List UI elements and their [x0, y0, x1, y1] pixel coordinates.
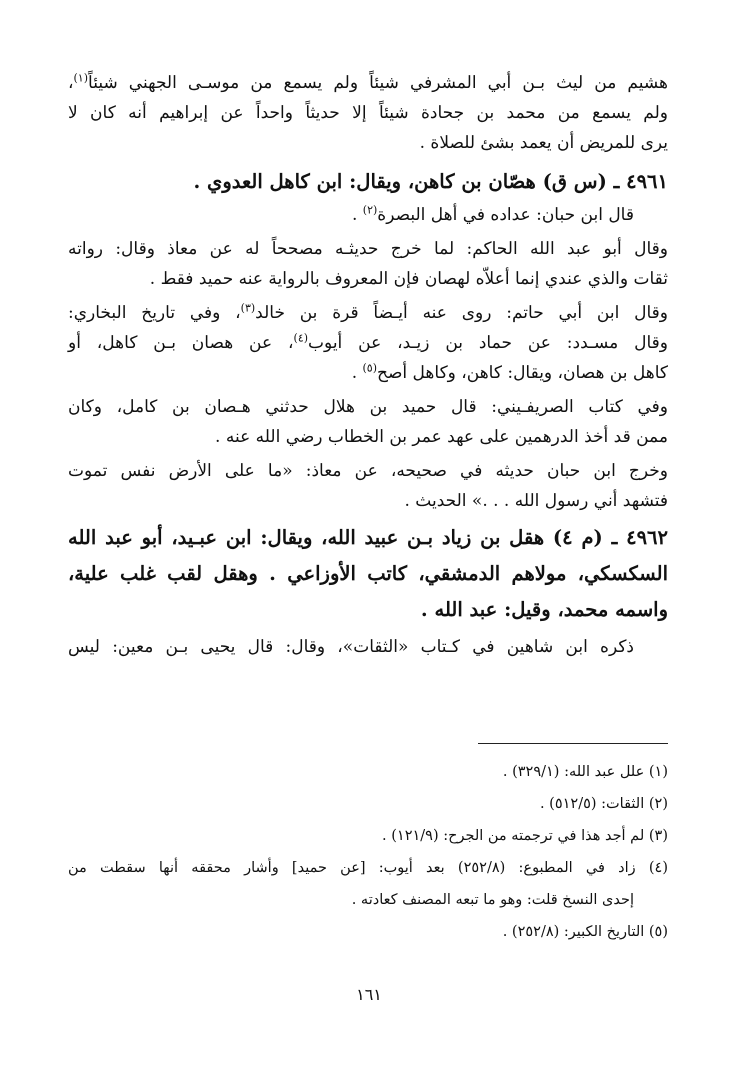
footnote-4: (٤) زاد في المطبوع: (٢٥٢/٨) بعد أيوب: [عن حميد] وأشار محققه أنها سقطت من — [68, 860, 668, 876]
footnotes — [68, 756, 668, 948]
footnote-2: (٢) الثقات: (٥١٢/٥) . — [539, 796, 668, 812]
body-line: قال ابن حبان: عداده في أهل البصرة$^{(٢)}$ . — [351, 203, 634, 225]
footnote-ref[interactable]: (١) — [73, 71, 89, 85]
entry-heading-4962-cont: واسمه محمد، وقيل: عبد الله . — [420, 598, 668, 621]
main-text — [68, 68, 668, 662]
body-line: كاهل بن هصان، ويقال: كاهن، وكاهل أصح$^{(٥)}$ . — [351, 361, 668, 383]
footnote-1: (١) علل عبد الله: (٣٢٩/١) . — [502, 764, 668, 780]
footnote-4-cont: إحدى النسخ قلت: وهو ما تبعه المصنف كعادته . — [351, 892, 634, 908]
entry-heading-4961: ٤٩٦١ ـ (س ق) هصّان بن كاهن، ويقال: ابن كاهل العدوي . — [193, 170, 668, 193]
footnote-ref[interactable]: (٣) — [240, 301, 256, 315]
body-line: ولم يسمع من محمد بن جحادة شيئاً إلا حديثاً واحداً عن إبراهيم أنه كان لا — [68, 103, 668, 123]
page-number: ١٦١ — [356, 985, 382, 1004]
entry-heading-4962-cont: السكسكي، مولاهم الدمشقي، كاتب الأوزاعي . وهقل لقب غلب علية، — [68, 562, 668, 585]
body-line: ثقات والذي عندي إنما أعلاّه لهصان فإن المعروف بالرواية عنه حميد فقط . — [149, 269, 668, 289]
body-line: فتشهد أني رسول الله . . .» الحديث . — [404, 491, 668, 511]
body-line: وقال مسـدد: عن حماد بن زيـد، عن أيوب$^{(٤)}$، عن هصان بـن كاهل، أو — [68, 331, 668, 353]
footnote-ref[interactable]: (٤) — [293, 331, 309, 345]
body-line: وقال ابن أبي حاتم: روى عنه أيـضاً قرة بن خالد$^{(٣)}$، وفي تاريخ البخاري: — [68, 301, 668, 323]
footnote-3: (٣) لم أجد هذا في ترجمته من الجرح: (١٢١/٩) . — [382, 828, 668, 844]
body-line: ممن قد أخذ الدرهمين على عهد عمر بن الخطاب رضي الله عنه . — [215, 427, 668, 447]
body-line: هشيم من ليث بـن أبي المشرفي شيئاً ولم يسمع من موسـى الجهني شيئاً$^{(١)}$، — [68, 71, 668, 93]
entry-heading-4962: ٤٩٦٢ ـ (م ٤) هقل بن زياد بـن عبيد الله، ويقال: ابن عبـيد، أبو عبد الله — [68, 526, 669, 549]
footnote-divider — [478, 743, 668, 744]
body-line: وخرج ابن حبان حديثه في صحيحه، عن معاذ: «ما على الأرض نفس تموت — [68, 461, 668, 481]
body-line: ذكره ابن شاهين في كـتاب «الثقات»، وقال: قال يحيى بـن معين: ليس — [68, 637, 634, 657]
body-line: يرى للمريض أن يعمد بشئ للصلاة . — [419, 133, 668, 153]
footnote-ref[interactable]: (٢) — [362, 203, 378, 217]
footnote-ref[interactable]: (٥) — [362, 361, 378, 375]
footnote-5: (٥) التاريخ الكبير: (٢٥٢/٨) . — [502, 924, 668, 940]
body-line: وقال أبو عبد الله الحاكم: لما خرج حديثـه مصححاً له عن معاذ وقال: رواته — [68, 239, 668, 259]
body-line: وفي كتاب الصريفـيني: قال حميد بن هلال حدثني هـصان بن كامل، وكان — [68, 397, 668, 417]
